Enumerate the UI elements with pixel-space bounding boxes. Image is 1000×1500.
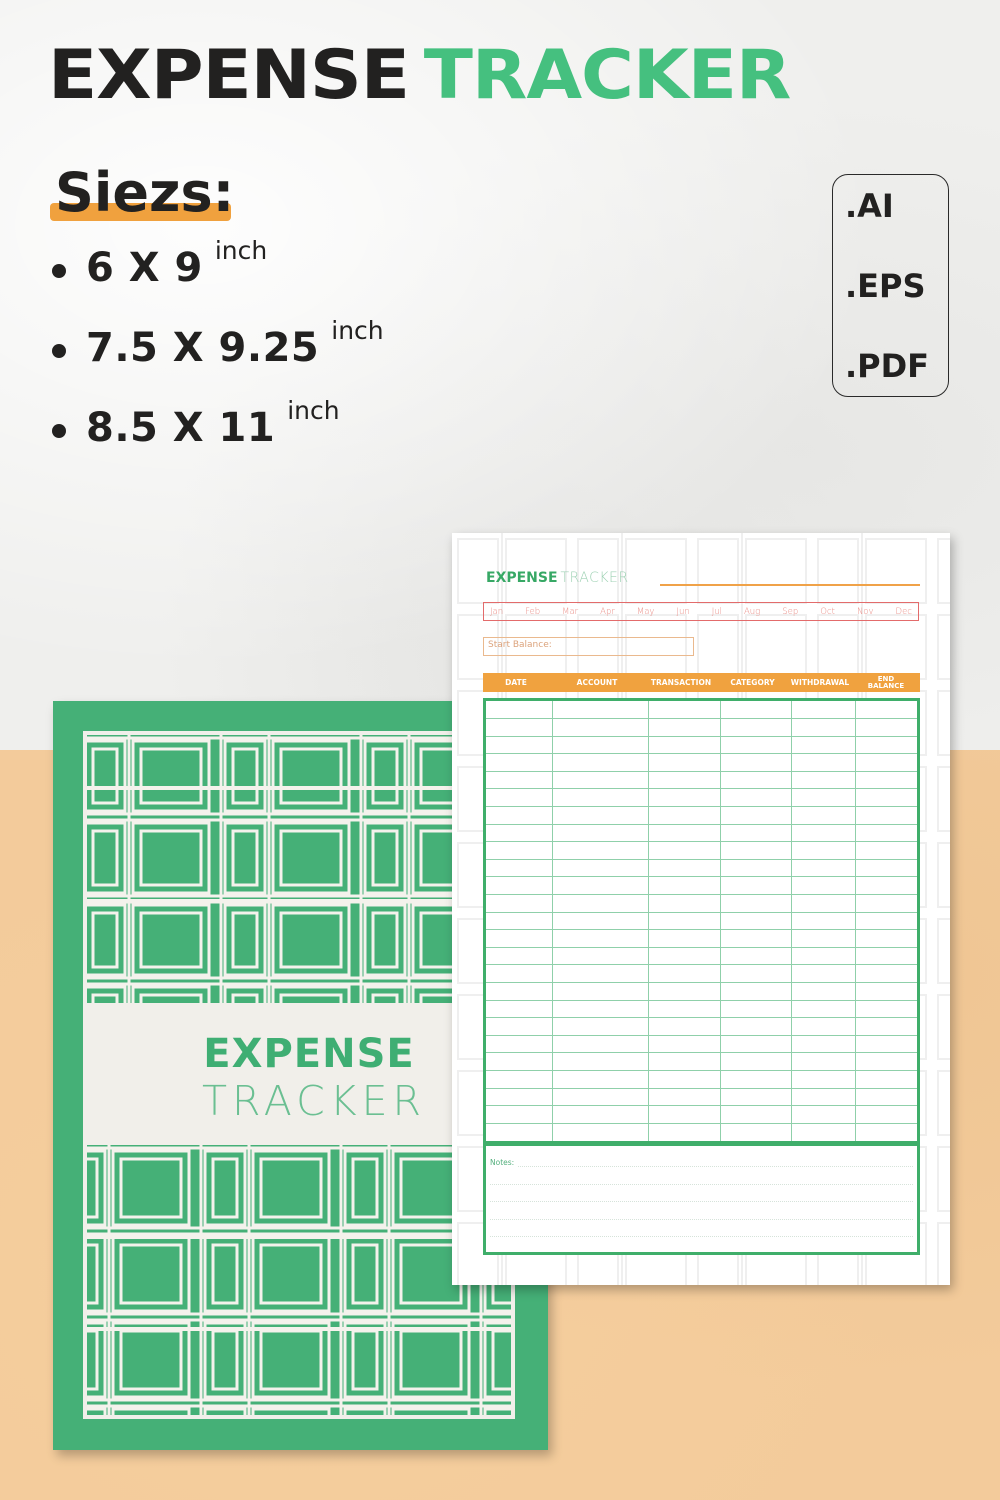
table-row xyxy=(486,771,917,789)
cover-title-expense: EXPENSE xyxy=(203,1031,415,1077)
table-cell xyxy=(648,930,720,948)
table-row xyxy=(486,912,917,930)
month-selector xyxy=(483,602,919,621)
table-cell xyxy=(552,789,648,807)
table-cell xyxy=(552,736,648,754)
table-cell xyxy=(486,701,552,719)
table-cell xyxy=(855,1053,917,1071)
table-cell xyxy=(720,807,791,825)
table-cell xyxy=(486,1035,552,1053)
cover-title-tracker: TRACKER xyxy=(201,1077,427,1125)
table-cell xyxy=(486,1070,552,1088)
table-cell xyxy=(720,947,791,965)
month-nov: Nov xyxy=(856,606,874,617)
table-cell xyxy=(720,1123,791,1141)
table-row xyxy=(486,930,917,948)
bullet-icon xyxy=(52,344,66,358)
table-cell xyxy=(855,965,917,983)
table-cell xyxy=(720,965,791,983)
table-cell xyxy=(855,789,917,807)
column-header-transaction: TRANSACTION xyxy=(650,677,712,687)
table-cell xyxy=(552,895,648,913)
start-balance-field: Start Balance: xyxy=(483,637,694,656)
headline xyxy=(48,36,791,115)
bullet-icon xyxy=(52,424,66,438)
month-sep: Sep xyxy=(782,606,799,617)
table-cell xyxy=(855,771,917,789)
table-cell xyxy=(791,895,855,913)
notes-dotted-line xyxy=(490,1236,913,1237)
table-row xyxy=(486,1035,917,1053)
table-cell xyxy=(552,1000,648,1018)
table-cell xyxy=(486,824,552,842)
table-cell xyxy=(486,1053,552,1071)
month-aug: Aug xyxy=(743,606,761,617)
table-row xyxy=(486,824,917,842)
table-row xyxy=(486,842,917,860)
column-header-end-balance-line1: END xyxy=(877,674,895,683)
table-cell xyxy=(648,947,720,965)
table-cell xyxy=(791,807,855,825)
table-cell xyxy=(855,1070,917,1088)
table-cell xyxy=(855,895,917,913)
table-cell xyxy=(648,1000,720,1018)
table-cell xyxy=(486,842,552,860)
table-cell xyxy=(720,1088,791,1106)
table-cell xyxy=(552,771,648,789)
table-cell xyxy=(720,1106,791,1124)
table-cell xyxy=(791,1123,855,1141)
format-ai: .AI xyxy=(845,187,894,225)
month-oct: Oct xyxy=(820,606,835,617)
table-cell xyxy=(486,895,552,913)
table-cell xyxy=(720,1018,791,1036)
table-cell xyxy=(720,1053,791,1071)
table-cell xyxy=(791,965,855,983)
table-cell xyxy=(552,1035,648,1053)
table-cell xyxy=(855,983,917,1001)
notes-label: Notes: xyxy=(490,1158,515,1167)
table-row xyxy=(486,1070,917,1088)
table-cell xyxy=(720,930,791,948)
table-cell xyxy=(648,842,720,860)
table-cell xyxy=(486,1000,552,1018)
table-cell xyxy=(552,701,648,719)
table-cell xyxy=(486,771,552,789)
size-unit: inch xyxy=(287,396,340,425)
column-header-end-balance-line2: BALANCE xyxy=(867,681,905,690)
headline-word-tracker: TRACKER xyxy=(423,36,791,115)
table-cell xyxy=(648,1088,720,1106)
table-cell xyxy=(855,1123,917,1141)
month-mar: Mar xyxy=(562,606,579,617)
size-item xyxy=(52,396,340,451)
table-cell xyxy=(486,754,552,772)
table-cell xyxy=(552,947,648,965)
table-cell xyxy=(486,736,552,754)
size-item xyxy=(52,316,384,371)
table-cell xyxy=(855,877,917,895)
table-cell xyxy=(552,1123,648,1141)
table-cell xyxy=(486,965,552,983)
table-cell xyxy=(552,930,648,948)
table-cell xyxy=(486,1018,552,1036)
month-feb: Feb xyxy=(525,606,541,617)
table-cell xyxy=(720,842,791,860)
table-row xyxy=(486,859,917,877)
table-cell xyxy=(855,842,917,860)
table-cell xyxy=(720,1035,791,1053)
table-cell xyxy=(791,824,855,842)
table-cell xyxy=(791,1088,855,1106)
table-cell xyxy=(720,701,791,719)
table-cell xyxy=(648,807,720,825)
cover-title-band xyxy=(83,1003,515,1145)
table-row xyxy=(486,965,917,983)
table-cell xyxy=(720,771,791,789)
table-row xyxy=(486,701,917,719)
table-cell xyxy=(486,877,552,895)
table-cell xyxy=(855,1035,917,1053)
table-cell xyxy=(855,1106,917,1124)
page-title-expense: EXPENSE xyxy=(486,570,558,586)
table-cell xyxy=(720,877,791,895)
size-dimensions: 7.5 X 9.25 xyxy=(86,325,320,371)
table-cell xyxy=(648,824,720,842)
format-eps: .EPS xyxy=(845,267,926,305)
table-row xyxy=(486,754,917,772)
table-cell xyxy=(791,1035,855,1053)
table-cell xyxy=(648,895,720,913)
table-cell xyxy=(720,736,791,754)
table-cell xyxy=(791,719,855,737)
table-cell xyxy=(791,701,855,719)
table-cell xyxy=(486,983,552,1001)
table-row xyxy=(486,947,917,965)
table-cell xyxy=(855,1018,917,1036)
table-cell xyxy=(648,1053,720,1071)
page-title xyxy=(486,571,629,585)
table-row xyxy=(486,1000,917,1018)
table-cell xyxy=(552,877,648,895)
notes-dotted-line xyxy=(518,1166,913,1167)
month-apr: Apr xyxy=(600,606,615,617)
month-jun: Jun xyxy=(676,606,690,617)
file-formats-box xyxy=(832,174,949,397)
table-cell xyxy=(855,1088,917,1106)
cover-frame xyxy=(83,731,515,1419)
table-cell xyxy=(648,771,720,789)
table-cell xyxy=(648,912,720,930)
table-cell xyxy=(486,807,552,825)
column-header-withdrawal: WITHDRAWAL xyxy=(790,677,850,687)
size-dimensions: 6 X 9 xyxy=(86,245,203,291)
table-cell xyxy=(648,1018,720,1036)
table-row xyxy=(486,1123,917,1141)
table-cell xyxy=(855,807,917,825)
table-cell xyxy=(648,965,720,983)
table-cell xyxy=(791,947,855,965)
table-cell xyxy=(720,754,791,772)
month-jul: Jul xyxy=(711,606,722,617)
table-cell xyxy=(486,930,552,948)
month-jan: Jan xyxy=(490,606,504,617)
table-cell xyxy=(791,1106,855,1124)
table-cell xyxy=(552,983,648,1001)
title-underline xyxy=(660,584,920,586)
table-cell xyxy=(486,912,552,930)
table-cell xyxy=(648,736,720,754)
notes-dotted-line xyxy=(490,1219,913,1220)
table-cell xyxy=(791,1000,855,1018)
table-cell xyxy=(855,719,917,737)
table-cell xyxy=(791,754,855,772)
table-cell xyxy=(720,1070,791,1088)
table-cell xyxy=(486,1123,552,1141)
table-cell xyxy=(552,1053,648,1071)
table-cell xyxy=(648,859,720,877)
table-cell xyxy=(486,719,552,737)
table-cell xyxy=(720,859,791,877)
cover-geometric-pattern xyxy=(87,735,511,1003)
page-title-tracker: TRACKER xyxy=(560,570,629,586)
table-row xyxy=(486,877,917,895)
table-cell xyxy=(486,859,552,877)
table-cell xyxy=(720,789,791,807)
table-cell xyxy=(552,1070,648,1088)
table-cell xyxy=(648,1106,720,1124)
table-cell xyxy=(648,719,720,737)
table-cell xyxy=(486,1088,552,1106)
table-cell xyxy=(791,859,855,877)
cover-geometric-pattern xyxy=(87,1145,511,1415)
table-cell xyxy=(552,1106,648,1124)
table-cell xyxy=(552,1018,648,1036)
column-header-end-balance xyxy=(852,673,920,692)
table-cell xyxy=(552,912,648,930)
table-cell xyxy=(791,1053,855,1071)
table-cell xyxy=(791,930,855,948)
notes-dotted-line xyxy=(490,1201,913,1202)
table-cell xyxy=(855,930,917,948)
table-cell xyxy=(791,842,855,860)
table-cell xyxy=(720,824,791,842)
table-cell xyxy=(552,965,648,983)
table-cell xyxy=(855,701,917,719)
table-cell xyxy=(552,1088,648,1106)
table-cell xyxy=(855,859,917,877)
notes-dotted-line xyxy=(490,1184,913,1185)
table-cell xyxy=(552,824,648,842)
table-cell xyxy=(552,842,648,860)
table-cell xyxy=(855,824,917,842)
table-row xyxy=(486,1018,917,1036)
table-cell xyxy=(720,719,791,737)
month-may: May xyxy=(636,606,655,617)
table-cell xyxy=(855,912,917,930)
table-cell xyxy=(648,789,720,807)
table-cell xyxy=(552,859,648,877)
table-row xyxy=(486,719,917,737)
table-row xyxy=(486,1053,917,1071)
table-cell xyxy=(720,912,791,930)
table-cell xyxy=(720,1000,791,1018)
format-pdf: .PDF xyxy=(845,347,930,385)
table-cell xyxy=(648,1123,720,1141)
table-cell xyxy=(791,771,855,789)
table-cell xyxy=(648,1035,720,1053)
table-cell xyxy=(791,983,855,1001)
table-header xyxy=(483,673,920,692)
table-cell xyxy=(791,877,855,895)
table-row xyxy=(486,736,917,754)
column-header-account: ACCOUNT xyxy=(576,677,618,687)
table-cell xyxy=(855,736,917,754)
bullet-icon xyxy=(52,264,66,278)
table-cell xyxy=(648,701,720,719)
table-cell xyxy=(791,912,855,930)
table-cell xyxy=(648,1070,720,1088)
table-row xyxy=(486,789,917,807)
table-cell xyxy=(552,754,648,772)
table-cell xyxy=(791,736,855,754)
table-row xyxy=(486,1106,917,1124)
size-unit: inch xyxy=(214,236,268,265)
headline-word-expense: EXPENSE xyxy=(48,36,409,115)
table-cell xyxy=(791,1018,855,1036)
size-dimensions: 8.5 X 11 xyxy=(86,405,276,451)
table-row xyxy=(486,895,917,913)
column-header-date: DATE xyxy=(505,677,527,687)
table-cell xyxy=(648,877,720,895)
size-unit: inch xyxy=(331,316,384,345)
table-cell xyxy=(486,1106,552,1124)
size-item xyxy=(52,236,268,291)
notes-box xyxy=(483,1141,920,1255)
table-cell xyxy=(486,947,552,965)
table-cell xyxy=(720,895,791,913)
tracker-page-mockup xyxy=(452,533,950,1285)
table-cell xyxy=(855,1000,917,1018)
table-cell xyxy=(855,754,917,772)
table-row xyxy=(486,983,917,1001)
table-row xyxy=(486,807,917,825)
table-cell xyxy=(486,789,552,807)
table-cell xyxy=(791,789,855,807)
sizes-title: Siezs: xyxy=(55,161,235,224)
table-cell xyxy=(648,983,720,1001)
month-dec: Dec xyxy=(895,606,912,617)
table-cell xyxy=(552,807,648,825)
column-header-category: CATEGORY xyxy=(730,677,775,687)
expense-table xyxy=(483,698,920,1144)
table-cell xyxy=(791,1070,855,1088)
table-cell xyxy=(720,983,791,1001)
table-cell xyxy=(855,947,917,965)
table-row xyxy=(486,1088,917,1106)
table-cell xyxy=(552,719,648,737)
table-cell xyxy=(648,754,720,772)
